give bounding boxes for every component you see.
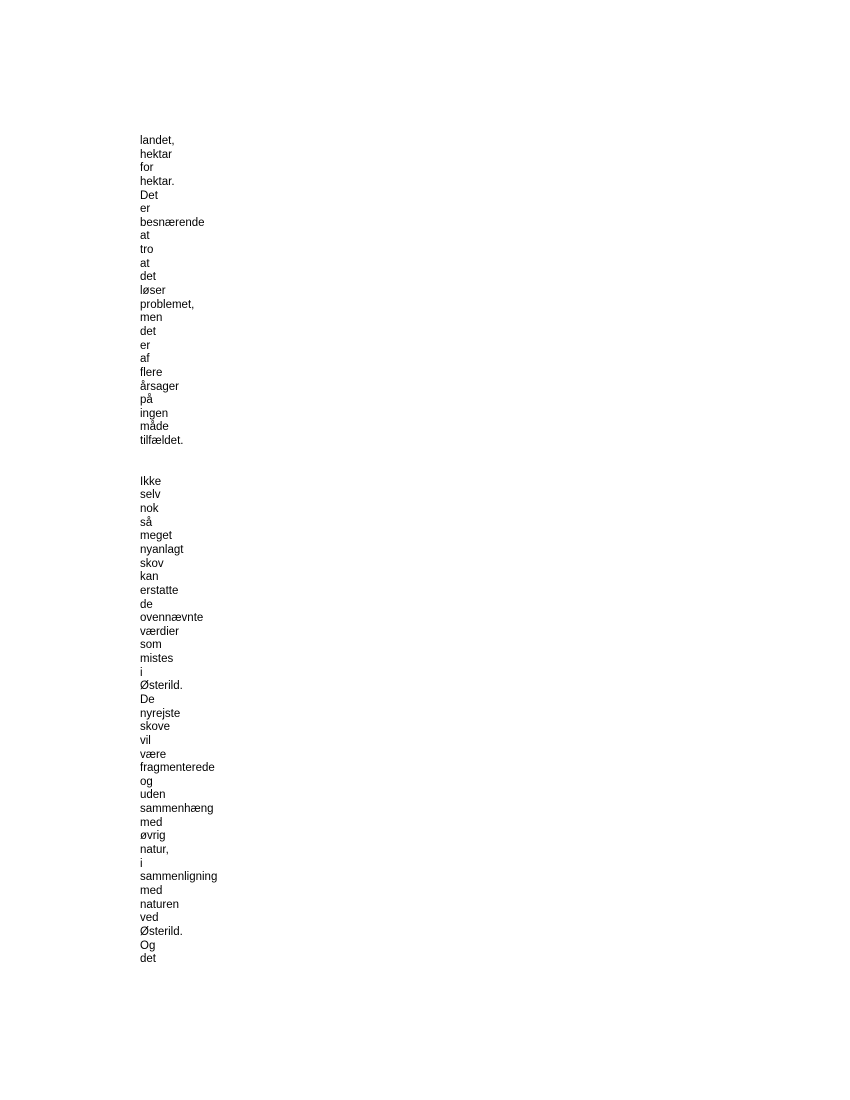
word: det [140,953,156,966]
paragraph-1 [140,135,440,449]
word: det [140,325,156,338]
word: tilfældet. [140,435,184,448]
word: mistes [140,653,174,666]
word: i [140,666,143,679]
word: på [140,394,153,407]
word: med [140,884,163,897]
word: at [140,257,150,270]
word: flere [140,366,163,379]
word: er [140,339,151,352]
word: nyrejste [140,707,181,720]
word: Det [140,189,158,202]
word: Og [140,939,156,952]
word: nyanlagt [140,543,184,556]
word: værdier [140,625,179,638]
word: i [140,857,143,870]
word: og [140,775,153,788]
word: natur, [140,844,169,857]
word: være [140,748,167,761]
text-column [140,135,440,967]
word: skov [140,557,164,570]
word: løser [140,285,166,298]
word: hektar [140,148,172,161]
word: øvrig [140,830,166,843]
word: naturen [140,898,180,911]
word: det [140,271,156,284]
word: De [140,693,155,706]
word: ingen [140,407,169,420]
word: hektar. [140,175,175,188]
word: med [140,816,163,829]
word: men [140,312,163,325]
word: sammenligning [140,871,218,884]
word: for [140,162,154,175]
word: som [140,639,162,652]
word: problemet, [140,298,195,311]
word: erstatte [140,584,179,597]
word: sammenhæng [140,803,214,816]
word: fragmenterede [140,762,215,775]
word: uden [140,789,166,802]
word: vil [140,734,151,747]
word: Østerild. [140,680,183,693]
word: af [140,353,150,366]
paragraph-2 [140,476,440,967]
word: selv [140,489,161,502]
word: Ikke [140,475,162,488]
word: besnærende [140,216,205,229]
word: ovennævnte [140,612,204,625]
word: måde [140,421,169,434]
word: de [140,598,153,611]
word: tro [140,244,154,257]
word: Østerild. [140,925,183,938]
word: ved [140,912,159,925]
word: skove [140,721,171,734]
word: nok [140,503,159,516]
word: at [140,230,150,243]
word: meget [140,530,172,543]
word: er [140,203,151,216]
word: årsager [140,380,179,393]
word: kan [140,571,159,584]
word: så [140,516,153,529]
word: landet, [140,135,175,147]
